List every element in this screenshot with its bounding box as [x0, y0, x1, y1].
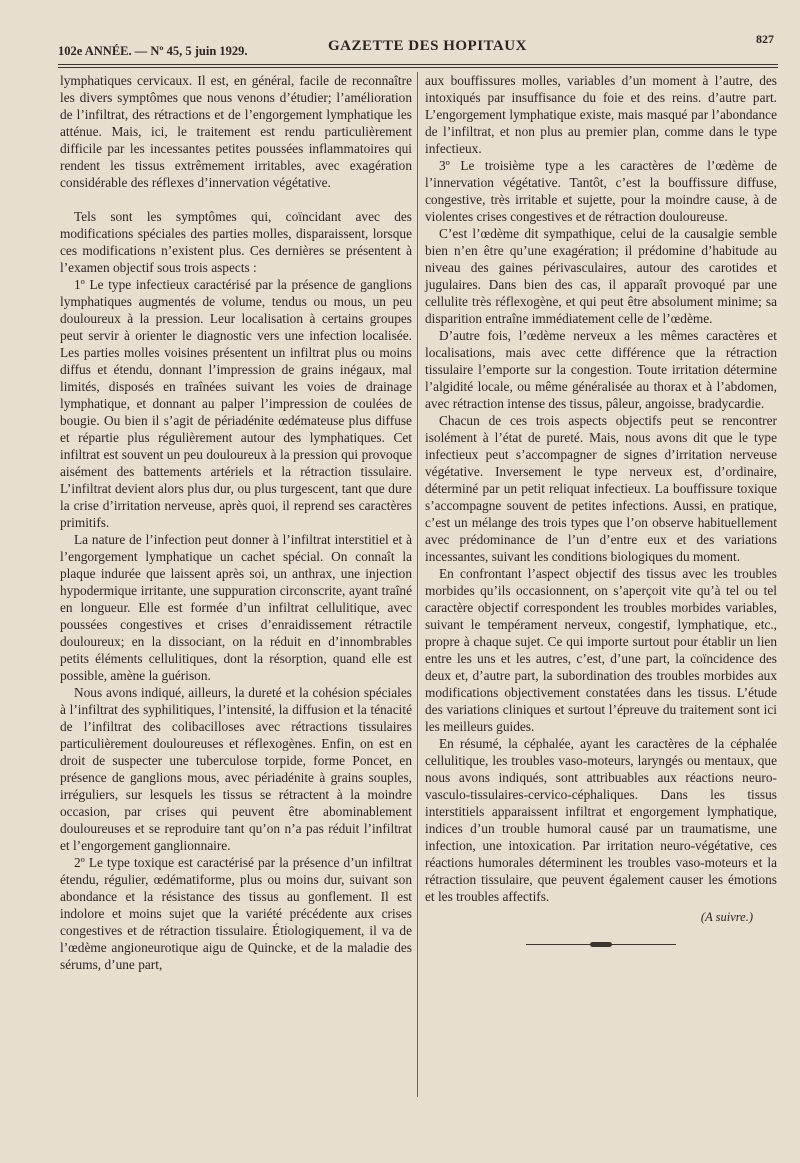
running-header: [58, 26, 778, 64]
continuation-note: (A suivre.): [700, 910, 753, 924]
paragraph: aux bouffissures molles, variables d’un moment à l’autre, des intoxiqués par insuffisance du foie et des reins. d’autre part. L’engorgement lymphatique existe, mais masqué par l’abondance de l’infiltrat, et non plus au premier plan, comme dans le type infectieux.: [425, 73, 777, 156]
issue-line: 102e ANNÉE. — Nº 45, 5 juin 1929.: [58, 44, 248, 58]
paragraph: En confrontant l’aspect objectif des tissus avec les troubles morbides qu’ils occasionnent, on s’aperçoit vite qu’à tel ou tel caractère objectif correspondent les troubles morbides variables, suivant le tempérament nerveux, congestif, lymphatique, etc., propre à chaque sujet. Ce qui importe surtout pour établir un lien entre les uns et les autres, c’est, d’une part, la coïncidence des deux et, d’autre part, la subordination des troubles morbides aux modifications objectivement constatées dans les tissus. L’étude des variations cliniques et surtout l’épreuve du traitement sont ici les meilleurs guides.: [425, 566, 777, 734]
paragraph: Tels sont les symptômes qui, coïncidant avec des modifications spéciales des parties molles, disparaissent, lorsque ces modifications n’existent plus. Ces dernières se présentent à l’examen objectif sous trois aspects :: [60, 209, 412, 275]
paragraph: D’autre fois, l’œdème nerveux a les mêmes caractères et localisations, mais avec cette différence que la rétraction tissulaire l’emporte sur la congestion. Toute irritation détermine l’algidité locale, ou même généralisée au thorax et à l’abdomen, avec rétraction intense des tissus, pâleur, angoisse, bradycardie.: [425, 328, 777, 411]
journal-title: GAZETTE DES HOPITAUX: [328, 38, 527, 54]
paragraph: Nous avons indiqué, ailleurs, la dureté et la cohésion spéciales à l’infiltrat des syphilitiques, l’intensité, la diffusion et la ténacité de l’infiltrat des colibacilloses avec rétractions tissulaires particulièrement douloureuses et réflexogènes. Enfin, on est en droit de suspecter une tuberculose torpide, forme Poncet, en présence de ganglions mous, avec périadénite à grains souples, irréguliers, sur lesquels les tissus se rétractent à la moindre occasion, par crises qui peuvent être abominablement douloureuses et se reproduire tant qu’on n’a pas réduit l’infiltrat et l’engorgement ganglionnaire.: [60, 685, 412, 853]
header-rule-double: [58, 67, 778, 68]
header-rule: [58, 64, 778, 65]
paragraph: lymphatiques cervicaux. Il est, en général, facile de reconnaître les divers symptômes que nous venons d’étudier; l’amélioration de l’infiltrat, des rétractions et de l’engorgement lymphatique les atténue. Mais, ici, le traitement est rendu particulièrement difficile par les incessantes petites poussées inflammatoires qui rendent les tissus extrêmement irritables, avec exagération considérable des réflexes d’innervation végétative.: [60, 73, 412, 190]
paragraph: 1º Le type infectieux caractérisé par la présence de ganglions lymphatiques augmentés de volume, tendus ou mous, un peu douloureux à la pression. Leur localisation à certains groupes peut servir à orienter le diagnostic vers une infection localisée. Les parties molles voisines présentent un infiltrat plus ou moins diffus et étendu, donnant l’impression de grains inégaux, mal limités, disposés en traînées suivant les voies de drainage lymphatique, et donnant au palper l’impression de coulées de bougie. Ou bien il s’agit de périadénite œdémateuse plus diffuse et répartie plus régulièrement autour des lymphatiques. Cet infiltrat est souvent un peu douloureux à la pression qui provoque aisément des battements artériels et la rétraction tissulaire. L’infiltrat devient alors plus dur, ou plus turgescent, tant que dure la crise d’irritation nerveuse, après quoi, il reprend ses caractères primitifs.: [60, 277, 412, 530]
paragraph: En résumé, la céphalée, ayant les caractères de la céphalée cellulitique, les troubles vaso-moteurs, laryngés ou mentaux, que nous avons indiqués, sont attribuables aux réactions neuro-vasculo-tissulaires-cervico-céphaliques. Dans les tissus interstitiels apparaissent infiltrat et engorgement lymphatique, indices d’un trouble humoral causé par un traumatisme, une infection, une intoxication. Par irritation neuro-végétative, ces réactions humorales déterminent les troubles vaso-moteurs et la rétraction tissulaire, que peuvent également causer les émotions et les troubles affectifs.: [425, 736, 777, 904]
column-divider: [417, 72, 418, 1097]
paragraph: Chacun de ces trois aspects objectifs peut se rencontrer isolément à l’état de pureté. Mais, nous avons dit que le type infectieux peut s’accompagner de signes d’irritation nerveuse végétative. Inversement le type nerveux est, d’ordinaire, déterminé par un petit reliquat infectieux. La bouffissure toxique s’accompagne souvent de petites infections. Aussi, en pratique, c’est un mélange des trois types que l’on observe habituellement avec prédominance de l’un d’entre eux et des variations incessantes, suivant les conditions biologiques du moment.: [425, 413, 777, 564]
end-ornament: [526, 944, 676, 945]
left-column: [60, 72, 412, 973]
ornament-dot: [590, 942, 612, 947]
paragraph: 3º Le troisième type a les caractères de l’œdème de l’innervation végétative. Tantôt, c’est la bouffissure diffuse, congestive, très irritable et sujette, pour la moindre cause, à de violentes crises congestives et de rétraction douloureuse.: [425, 158, 777, 224]
page-number: 827: [756, 32, 774, 46]
right-column: [425, 72, 777, 945]
paragraph: La nature de l’infection peut donner à l’infiltrat interstitiel et à l’engorgement lymphatique un cachet spécial. On connaît la plaque indurée que laissent après soi, un anthrax, une injection hypodermique irritante, une suppuration circonscrite, ayant traîné en longueur. Elle est formée d’un infiltrat cellulitique, avec poussées congestives et crises d’enraidissement rétractile douloureux; en la dissociant, on la réduit en d’innombrables petits éléments cellulitiques, dont la résorption, quand elle est possible, amène la guérison.: [60, 532, 412, 683]
paragraph: 2º Le type toxique est caractérisé par la présence d’un infiltrat étendu, régulier, œdématiforme, plus ou moins dur, suivant son abondance et la résistance des tissus au gonflement. Il est indolore et moins sujet que la variété précédente aux crises congestives et de rétraction tissulaire. Étiologiquement, il va de l’œdème angioneurotique aigu de Quincke, et de la maladie des sérums, d’une part,: [60, 855, 412, 972]
paragraph: C’est l’œdème dit sympathique, celui de la causalgie semble bien n’en être qu’une exagération; il prédomine d’habitude au niveau des gaines périvasculaires, autour des carotides et jugulaires. Dans bien des cas, il apparaît provoqué par une cellulite très réflexogène, et qui peut être absolument minime; sa disparition entraîne immédiatement celle de l’œdème.: [425, 226, 777, 326]
